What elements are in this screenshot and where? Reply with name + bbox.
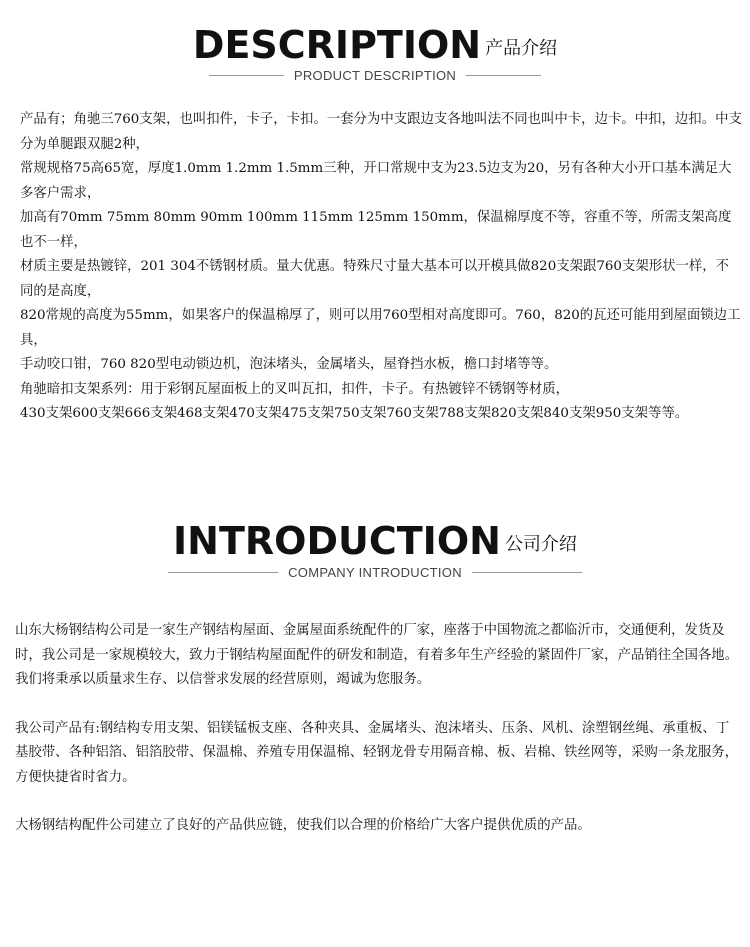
- description-subtitle: PRODUCT DESCRIPTION: [293, 67, 457, 83]
- paragraph-spacer: [15, 790, 742, 814]
- introduction-title: INTRODUCTION: [173, 519, 501, 563]
- description-line: 820常规的高度为55mm，如果客户的保温棉厚了，则可以用760型相对高度即可。760，820的瓦还可能用到屋面锁边工具，: [20, 308, 741, 348]
- introduction-paragraph: 我们将秉承以质量求生存、以信誉求发展的经营原则，竭诚为您服务。: [15, 672, 431, 687]
- introduction-title-cn: 公司介绍: [504, 534, 577, 555]
- divider-line-left: [168, 572, 278, 573]
- description-line: 角驰暗扣支架系列：用于彩钢瓦屋面板上的叉叫瓦扣，扣件，卡子。有热镀锌不锈钢等材质，: [20, 381, 570, 397]
- description-line: 常规规格75高65宽，厚度1.0mm 1.2mm 1.5mm三种，开口常规中支为23.5边支为20，另有各种大小开口基本满足大多客户需求，: [20, 161, 732, 201]
- description-line: 加高有70mm 75mm 80mm 90mm 100mm 115mm 125mm 150mm，保温棉厚度不等，容重不等，所需支架高度也不一样，: [20, 210, 732, 250]
- introduction-subtitle: COMPANY INTRODUCTION: [288, 564, 462, 580]
- introduction-paragraph: 我公司产品有:钢结构专用支架、铝镁锰板支座、各种夹具、金属堵头、泡沫堵头、压条、风机、涂塑钢丝绳、承重板、丁基胶带、各种铝箔、铝箔胶带、保温棉、养殖专用保温棉、轻钢龙骨专用隔音棉、板、岩棉、铁丝网等，采购一条龙服务，方便快捷省时省力。: [15, 720, 739, 785]
- description-title-cn: 产品介绍: [485, 38, 558, 59]
- introduction-paragraph: 山东大杨钢结构公司是一家生产钢结构屋面、金属屋面系统配件的厂家，座落于中国物流之都临沂市，交通便利，发货及时，我公司是一家规模较大，致力于钢结构屋面配件的研发和制造，有着多年生产经验的紧固件厂家，产品销往全国各地。: [15, 623, 739, 663]
- divider-line-right: [466, 75, 541, 76]
- description-line: 手动咬口钳，760 820型电动锁边机，泡沫堵头，金属堵头，屋脊挡水板，檐口封堵等等。: [20, 357, 558, 372]
- divider-line-left: [209, 75, 284, 76]
- introduction-body: [15, 619, 742, 839]
- description-title: DESCRIPTION: [192, 23, 482, 67]
- divider-line-right: [472, 572, 582, 573]
- description-line: 430支架600支架666支架468支架470支架475支架750支架760支架788支架820支架840支架950支架等等。: [20, 406, 689, 421]
- introduction-paragraph: 大杨钢结构配件公司建立了良好的产品供应链，使我们以合理的价格给广大客户提供优质的产品。: [15, 818, 591, 833]
- description-line: 材质主要是热镀锌，201 304不锈钢材质。量大优惠。特殊尺寸量大基本可以开模具做820支架跟760支架形状一样，不同的是高度，: [20, 259, 730, 299]
- paragraph-spacer: [15, 693, 742, 717]
- description-line: 产品有；角驰三760支架，也叫扣件，卡子，卡扣。一套分为中支跟边支各地叫法不同也叫中卡，边卡。中扣，边扣。中支分为单腿跟双腿2种，: [20, 112, 742, 152]
- description-body: [20, 108, 742, 427]
